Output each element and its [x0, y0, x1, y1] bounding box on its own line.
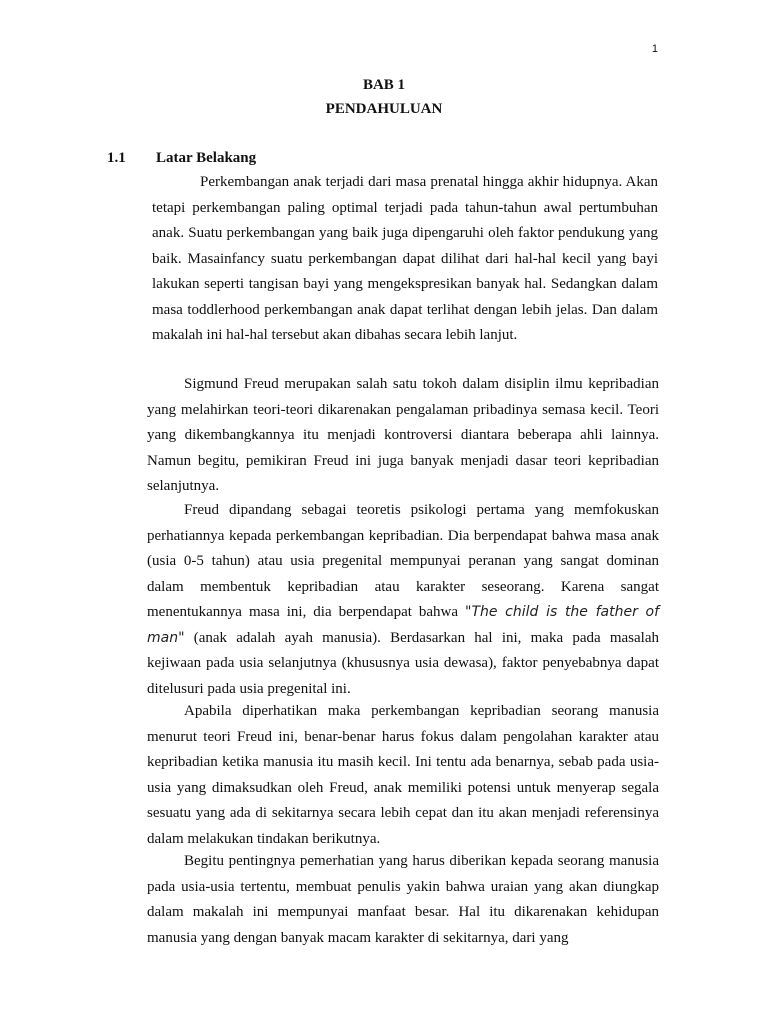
- paragraph-1: Perkembangan anak terjadi dari masa prenatal hingga akhir hidupnya. Akan tetapi perkembangan paling optimal terjadi pada tahun-tahun awal pertumbuhan anak. Suatu perkembangan yang baik juga dipengaruhi oleh faktor pendukung yang baik. Masainfancy suatu perkembangan dapat dilihat dari hal-hal kecil yang bayi lakukan seperti tangisan bayi yang mengekspresikan banyak hal. Sedangkan dalam masa toddlerhood perkembangan anak dapat terlihat dengan lebih jelas. Dan dalam makalah ini hal-hal tersebut akan dibahas secara lebih lanjut.: [152, 174, 658, 343]
- section-title: Latar Belakang: [156, 150, 257, 166]
- paragraph-4: Apabila diperhatikan maka perkembangan kepribadian seorang manusia menurut teori Freud ini, benar-benar harus fokus dalam pengolahan karakter atau kepribadian ketika manusia itu masih kecil. Ini tentu ada benarnya, sebab pada usia-usia yang dimaksudkan oleh Freud, anak memiliki potensi untuk menyerap segala sesuatu yang ada di sekitarnya secara lebih cepat dan itu akan menjadi referensinya dalam melakukan tindakan berikutnya.: [147, 703, 659, 847]
- paragraph-3: [147, 498, 659, 702]
- chapter-title: PENDAHULUAN: [325, 101, 443, 117]
- paragraph-3-text-after: (anak adalah ayah manusia). Berdasarkan hal ini, maka pada masalah kejiwaan pada usia selanjutnya (khususnya usia dewasa), faktor penyebabnya dapat ditelusuri pada usia pregenital ini.: [147, 629, 659, 697]
- page-number: 1: [651, 43, 658, 55]
- paragraph-3-text-before: Freud dipandang sebagai teoretis psikologi pertama yang memfokuskan perhatiannya kepada perkembangan kepribadian. Dia berpendapat bahwa masa anak (usia 0-5 tahun) atau usia pregenital mempunyai peranan yang sangat dominan dalam membentuk kepribadian atau karakter seseorang. Karena sangat menentukannya masa ini, dia berpendapat bahwa: [147, 502, 659, 620]
- freud-quote: "The child is the father of man": [147, 604, 660, 646]
- chapter-label: BAB 1: [362, 77, 406, 93]
- section-heading: [107, 150, 256, 167]
- section-number: 1.1: [107, 150, 126, 166]
- paragraph-5: Begitu pentingnya pemerhatian yang harus diberikan kepada seorang manusia pada usia-usia tertentu, membuat penulis yakin bahwa uraian yang akan diungkap dalam makalah ini mempunyai manfaat besar. Hal itu dikarenakan kehidupan manusia yang dengan banyak macam karakter di sekitarnya, dari yang: [147, 853, 659, 946]
- paragraph-2: Sigmund Freud merupakan salah satu tokoh dalam disiplin ilmu kepribadian yang melahirkan teori-teori dikarenakan pengalaman pribadinya semasa kecil. Teori yang dikembangkannya itu menjadi kontroversi diantara beberapa ahli lainnya. Namun begitu, pemikiran Freud ini juga banyak menjadi dasar teori kepribadian selanjutnya.: [147, 376, 659, 494]
